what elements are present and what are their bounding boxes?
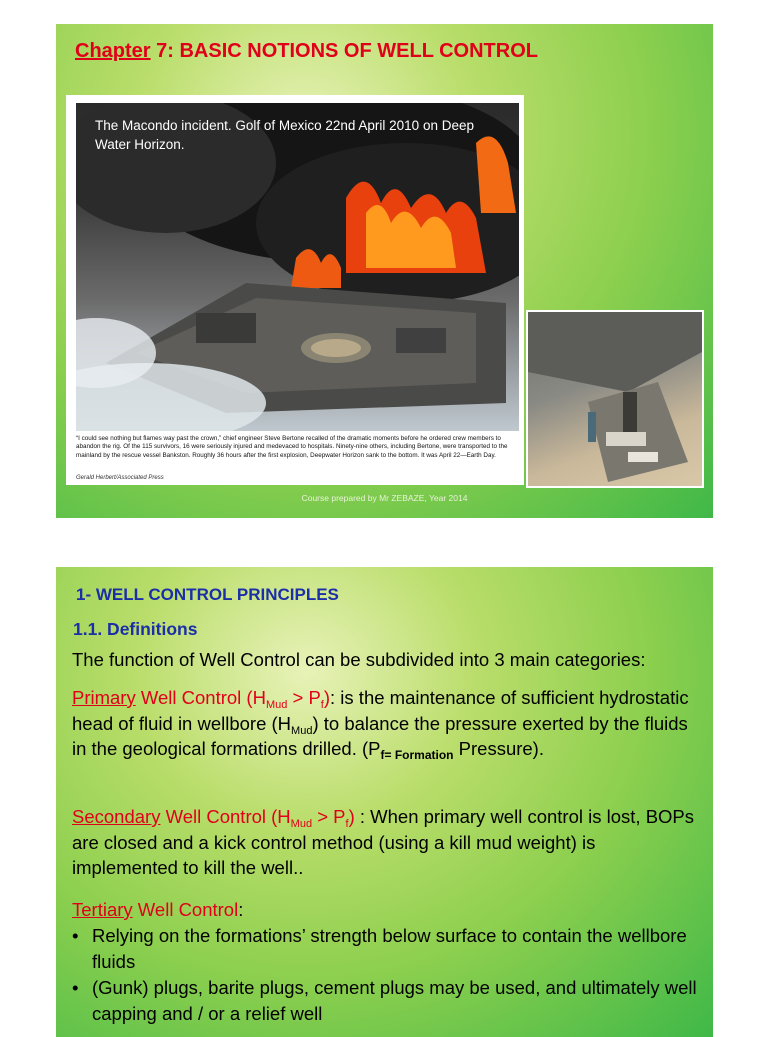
- primary-body-2: ) to balance the pressure exerted by the fluids in the geological formations drilled. (P: [72, 712, 688, 759]
- course-footer: Course prepared by Mr ZEBAZE, Year 2014: [301, 493, 468, 503]
- secondary-title-sub-f: f: [345, 818, 349, 830]
- tertiary-colon: :: [238, 899, 244, 920]
- chapter-title-rest: 7: BASIC NOTIONS OF WELL CONTROL: [150, 40, 538, 62]
- primary-body-3: Pressure).: [453, 738, 544, 759]
- intro-text: The function of Well Control can be subdivided into 3 main categories:: [72, 649, 646, 670]
- aerial-rig-photo: [526, 310, 704, 488]
- photo-quote: “I could see nothing but flames way past the crown,” chief engineer Steve Bertone recalled of the dramatic moments before he ordered crew members to abandon the rig. Of the 115 survivors, 16 were seriously injured and medevaced to hospitals. Ninety-nine others, including Bertone, were transported to the mainland by the rescue vessel Bankston. Roughly 36 hours after the first explosion, Deepwater Horizon sank to the bottom. It was April 22—Earth Day.: [76, 435, 508, 459]
- secondary-body: : When primary well control is lost, BOPs are closed and a kick control method (using a kill mud weight) is implemented to kill the well..: [72, 806, 695, 878]
- primary-well-control: [72, 685, 702, 762]
- primary-title-sub-f: f: [320, 699, 324, 711]
- bullet-text: (Gunk) plugs, barite plugs, cement plugs may be used, and ultimately well capping and / or a relief well: [92, 977, 697, 1024]
- secondary-title: [160, 806, 355, 830]
- photo-credit: Gerald Herbert/Associated Press: [76, 475, 164, 481]
- chapter-word: Chapter: [75, 40, 151, 62]
- secondary-title-gt: > P: [312, 806, 346, 827]
- secondary-title-text: Well Control (H: [160, 806, 291, 827]
- primary-body-1: : is the maintenance of sufficient hydrostatic head of fluid in wellbore (H: [72, 687, 689, 734]
- primary-body-sub-formation: f= Formation: [380, 748, 454, 762]
- bullet-icon: •: [72, 977, 79, 998]
- secondary-well-control: [72, 804, 702, 881]
- subsection-heading: 1.1. Definitions: [73, 619, 198, 639]
- tertiary-title: Well Control: [132, 899, 239, 920]
- aerial-illustration: [528, 312, 702, 486]
- macondo-rig-fire-photo: [76, 103, 519, 431]
- primary-body-sub-mud: Mud: [291, 724, 313, 737]
- bullet-icon: •: [72, 925, 79, 946]
- section-heading: 1- WELL CONTROL PRINCIPLES: [76, 585, 339, 604]
- secondary-title-sub-mud: Mud: [290, 818, 313, 830]
- secondary-title-close: ): [348, 806, 355, 827]
- primary-label: Primary: [72, 687, 136, 708]
- tertiary-label: Tertiary: [72, 899, 133, 920]
- macondo-photo-frame: [66, 95, 524, 485]
- primary-title-close: ): [323, 687, 331, 708]
- chapter-title: [75, 40, 538, 63]
- bullet-text: Relying on the formations’ strength below surface to contain the wellbore fluids: [92, 925, 687, 972]
- primary-title: [135, 687, 331, 711]
- slide-chapter-title: [56, 24, 713, 518]
- primary-title-gt: > P: [287, 687, 321, 708]
- primary-title-text: Well Control (H: [135, 687, 266, 708]
- tertiary-well-control: [72, 897, 243, 923]
- secondary-label: Secondary: [72, 806, 161, 827]
- primary-title-sub-mud: Mud: [265, 699, 288, 711]
- photo-caption: The Macondo incident. Golf of Mexico 22nd April 2010 on Deep Water Horizon.: [95, 118, 474, 152]
- slide-well-control-principles: [56, 567, 713, 1037]
